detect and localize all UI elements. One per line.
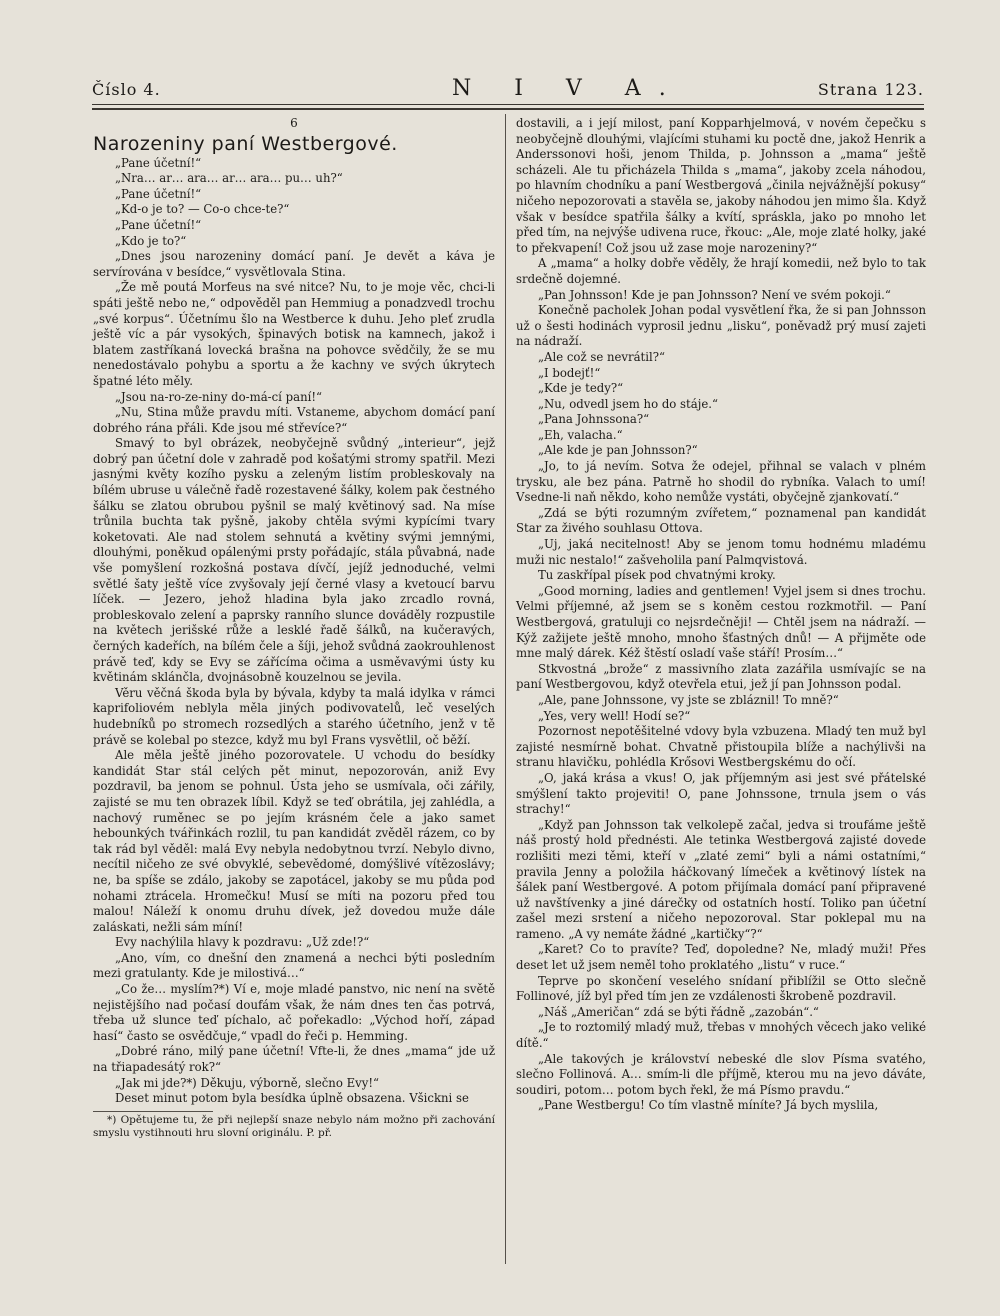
paragraph: Konečně pacholek Johan podal vysvětlení řka, že si pan Johnsson už o šesti hodinách vyprosil jednu „lisku“, poněvadž prý musí zajeti na nádraží. xyxy=(516,303,926,349)
paragraph: „Zdá se býti rozumným zvířetem,“ poznamenal pan kandidát Star za živého souhlasu Ottova. xyxy=(516,505,926,536)
page-number: Strana 123. xyxy=(817,80,924,99)
paragraph: „Ano, vím, co dnešní den znamená a nechci býti posledním mezi gratulanty. Kde je milostivá…“ xyxy=(93,950,495,981)
paragraph: Věru věčná škoda byla by bývala, kdyby ta malá idylka v rámci kaprifoliovém neblyla měla jiných podivovatelů, leč veselých hudebníků po stromech rozsedlých a starého účetního, jenž v tě právě se kolebal po stezce, když mu byl Frans vysvětlil, oč běží. xyxy=(93,685,495,747)
paragraph: „Pana Johnssona?“ xyxy=(538,412,650,427)
paragraph: „Yes, very well! Hodí se?“ xyxy=(538,708,691,723)
paragraph: „Karet? Co to pravíte? Teď, dopoledne? Ne, mladý muži! Přes deset let už jsem neměl toho proklatého „listu“ v ruce.“ xyxy=(516,942,926,973)
paragraph: „Pane účetní!“ xyxy=(115,217,202,232)
paragraph: Evy nachýlila hlavy k pozdravu: „Už zde!?“ xyxy=(115,935,370,950)
paragraph: „Ale, pane Johnssone, vy jste se zbláznil! To mně?“ xyxy=(538,692,839,707)
paragraph: „Good morning, ladies and gentlemen! Vyjel jsem si dnes trochu. Velmi příjemné, až jsem se s koněm cestou rozkmotřil. — Paní Westbergová, gratuluji co nejsrdečněji! — Chtěl jsem na nádraží. — Kýž zažijete ještě mnoho, mnoho šťastných dnů! — A přijměte ode mne malý dárek. Kéž štěstí osladí vaše stáří! Prosím…“ xyxy=(516,583,926,661)
section-number: 6 xyxy=(290,116,298,130)
paragraph: „Ale takových je království nebeské dle slov Písma svatého, slečno Follinová. A… smím-li dle příjmě, kterou mu na jevo dáváte, soudiri, potom… potom bych řekl, že má Písmo pravdu.“ xyxy=(516,1051,926,1097)
paragraph: „Nra… ar… ara… ar… ara… pu… uh?“ xyxy=(115,171,343,186)
paragraph: „Co že… myslím?*) Ví e, moje mladé panstvo, nic není na světě nejistějšího nad počasí doufám však, že nám dnes ten čas potrvá, třeba už slunce teď píchalo, ač pořekadlo: „Východ hoří, západ hasí“ často se osvědčuje,“ vpadl do řeči p. Hemming. xyxy=(93,982,495,1043)
paragraph: „Kdo je to?“ xyxy=(115,233,187,248)
paragraph: „Je to roztomilý mladý muž, třebas v mnohých věcech jako veliké dítě.“ xyxy=(516,1020,926,1051)
paragraph: Tu zaskřípal písek pod chvatnými kroky. xyxy=(538,568,776,583)
footnote: *) Opětujeme tu, že při nejlepší snaze nebylo nám možno při zachování smyslu vystihnouti hru slovní originálu. P. př. xyxy=(93,1113,495,1139)
paragraph: „Nu, Stina může pravdu míti. Vstaneme, abychom domácí paní dobrého rána přáli. Kde jsou mé střevíce?“ xyxy=(93,405,495,435)
right-paragraphs xyxy=(516,116,926,1114)
paragraph: „Pane Westbergu! Co tím vlastně míníte? Já bych myslila, xyxy=(538,1098,879,1113)
left-paragraphs xyxy=(93,156,495,1107)
paragraph: „Kd-o je to? — Co-o chce-te?“ xyxy=(115,202,290,217)
paragraph: „Jo, to já nevím. Sotva že odejel, přihnal se valach v plném trysku, ale bez pána. Patrně ho shodil do rybníka. Valach to umí! Vsedne-li naň někdo, koho nemůže vystáti, obyčejně zjankovatí.“ xyxy=(516,459,926,505)
paragraph: „Náš „Američan“ zdá se býti řádně „zazobán“.“ xyxy=(538,1004,819,1019)
paragraph: „Jsou na-ro-ze-niny do-má-cí paní!“ xyxy=(115,389,323,404)
paragraph: Teprve po skončení veselého snídaní přiblížil se Otto slečně Follinové, jíž byl před tím jen ze vzdálenosti škrobeně pozdravil. xyxy=(516,973,926,1004)
issue-number: Číslo 4. xyxy=(92,80,161,99)
paragraph: „Pane účetní!“ xyxy=(115,186,202,201)
right-column xyxy=(516,116,926,1114)
paragraph: „O, jaká krása a vkus! O, jak příjemným asi jest své přátelské smýšlení takto projeviti! O, pane Johnssone, trnula jsem o vás strachy!“ xyxy=(516,770,926,817)
left-column xyxy=(93,116,495,1140)
paragraph: „Že mě poutá Morfeus na své nitce? Nu, to je moje věc, chci-li spáti ještě nebo ne,“ odpověděl pan Hemmiug a ponadzvedl trochu „své korpus“. Účetnímu šlo na Westberce k duhu. Jeho pleť zrudla ještě víc a pár vysokých, špinavých botisk na kamnech, jakož i blatem zastříkaná lovecká brašna na pohovce svědčily, že se mu nenedostávalo pohybu a sportu a že kachny ve svých úkrytech špatné léto měly. xyxy=(93,280,495,388)
paragraph: „Dobré ráno, milý pane účetní! Vfte-li, že dnes „mama“ jde už na třiapadesátý rok?“ xyxy=(93,1044,495,1075)
paragraph: Stkvostná „brože“ z massivního zlata zazářila usmívajíc se na paní Westbergovou, když otevřela etui, jež jí pan Johnsson podal. xyxy=(516,661,926,692)
paragraph: A „mama“ a holky dobře věděly, že hrají komedii, než bylo to tak srdečně dojemné. xyxy=(516,256,926,286)
paragraph: „Jak mi jde?*) Děkuju, výborně, slečno Evy!“ xyxy=(115,1075,379,1090)
paragraph: „Když pan Johnsson tak velkolepě začal, jedva si troufáme ještě náš prostý hold přednésti. Ale tetinka Westbergová zajisté dovede rozlišiti mezi těmi, kteří v „zlaté zemi“ byli a námi ostatními,“ pravila Jenny a položila háčkovaný límeček a květinový lístek na šálek paní Westbergové. A potom přijímala domácí paní připravené už navštívenky a jiné dárečky od ostatních hostí. Toliko pan účetní zašel mezi srstení a ničeho nepozoroval. Star poklepal mu na rameno. „A vy nemáte žádné „kartičky“?“ xyxy=(516,817,926,941)
paragraph: dostavili, a i její milost, paní Kopparhjelmová, v novém čepečku s neobyčejně dlouhými, vlajícími stuhami ku poctě dne, jakož Henrik a Anderssonovi hoši, jenom Thilda, p. Johnsson a „mama“ ještě scházeli. Ale tu přicházela Thilda s „mama“, jakoby zcela náhodou, po hlavním chodníku a paní Westbergová „činila nejvážnější pokusy“ ničeho nepozorovati a stavěla se, jakoby náhodou jen mimo šla. Když však v besídce spatřila šálky a kvítí, spráskla, jako po mnoho let před tím, na nejvýše udivena ruce, řkouc: „Ale, moje zlaté holky, jaké to překvapení! Což jsou už zase moje narozeniny?“ xyxy=(516,116,926,255)
article-title: Narozeniny paní Westbergové. xyxy=(93,132,398,155)
paragraph: Pozornost nepotěšitelné vdovy byla vzbuzena. Mladý ten muž byl zajisté nesmírně bohat. Chvatně přistoupila blíže a nachýlivši na stranu hlavičku, pohlédla Krősovi Westbergskému do očí. xyxy=(516,724,926,770)
paragraph: „Uj, jaká necitelnost! Aby se jenom tomu hodnému mladému muži nic nestalo!“ zašveholila paní Palmqvistová. xyxy=(516,537,926,567)
paragraph: Ale měla ještě jiného pozorovatele. U vchodu do besídky kandidát Star stál celých pět minut, nepozorován, aniž Evy pozdravil, ba jenom se pohnul. Ústa jeho se usmívala, oči zářily, zajisté se mu ten obrazek líbil. Když se teď obrátila, jej zahlédla, a nachový ruměnec se po jejím krásném čele a jako samet hebounkých tvářinkách rozlil, tu pan kandidát zvěděl rázem, co by tak rád byl věděl: malá Evy nebyla nedobytnou tvrzí. Nebylo divno, necítil ničeho ze své obvyklé, sebevědomé, domýšlivé vítězoslávy; ne, ba spíše se zdálo, jakoby se zapotácel, jakoby se mu půda pod nohami ztrácela. Hromečku! Musí se míti na pozoru před tou malou! Náleží k onomu druhu dívek, jež dovedou muže dále zaláskati, nežli sám míní! xyxy=(93,748,495,934)
paragraph: „I bodejť!“ xyxy=(538,365,601,380)
header-rule-thin xyxy=(92,104,924,105)
paragraph: „Pane účetní!“ xyxy=(115,155,202,170)
paragraph: „Dnes jsou narozeniny domácí paní. Je devět a káva je servírována v besídce,“ vysvětlovala Stina. xyxy=(93,249,495,279)
header-rule-thick xyxy=(92,108,924,110)
paragraph: Deset minut potom byla besídka úplně obsazena. Všickni se xyxy=(115,1091,469,1106)
paragraph: „Nu, odvedl jsem ho do stáje.“ xyxy=(538,396,718,411)
magazine-title: N I V A. xyxy=(452,76,684,101)
paragraph: „Ale což se nevrátil?“ xyxy=(538,349,665,364)
paragraph: „Pan Johnsson! Kde je pan Johnsson? Není ve svém pokoji.“ xyxy=(538,287,891,302)
paragraph: „Eh, valacha.“ xyxy=(538,427,623,442)
footnote-rule xyxy=(93,1111,213,1112)
paragraph: „Kde je tedy?“ xyxy=(538,381,624,396)
column-divider xyxy=(505,114,506,1264)
paragraph: „Ale kde je pan Johnsson?“ xyxy=(538,443,698,458)
paragraph: Smavý to byl obrázek, neobyčejně svůdný „interieur“, jejž dobrý pan účetní dole v zahradě pod košatými stromy spatřil. Mezi jasnými květy kozího pysku a zeleným listím probleskovaly na bílém ubruse u válečně řadě rozestavené šálky, kolem pak čestného šálku se zlatou obrubou pyšnil se malý květinový sad. Na míse trůnila buchta tak pyšně, jakoby chtěla svými kypícími tvary koketovati. Ale nad stolem sehnutá a květiny svými jemnými, dlouhými, poněkud opálenými prsty pořádajíc, stála půvabná, nade vše pomyšlení rozkošná postava dívčí, jejíž jednoduché, velmi světlé šaty ještě více zvyšovaly její černé vlasy a kvetoucí barvu líček. — Jezero, jehož hladina byla jako zrcadlo rovná, probleskovalo zelení a paprsky ranního slunce dováděly rozpustile na květech jerišské růže a lesklé řadě šálků, na kučeravých, černých kadeřích, na bílém čele a šíji, jehož svůdná zaokrouhlenost právě teď, kdy se Evy se zářícíma očima a usměvavými ústy ku květinám sklánčla, dvojnásobně kouzelnou se jevila. xyxy=(93,436,495,685)
